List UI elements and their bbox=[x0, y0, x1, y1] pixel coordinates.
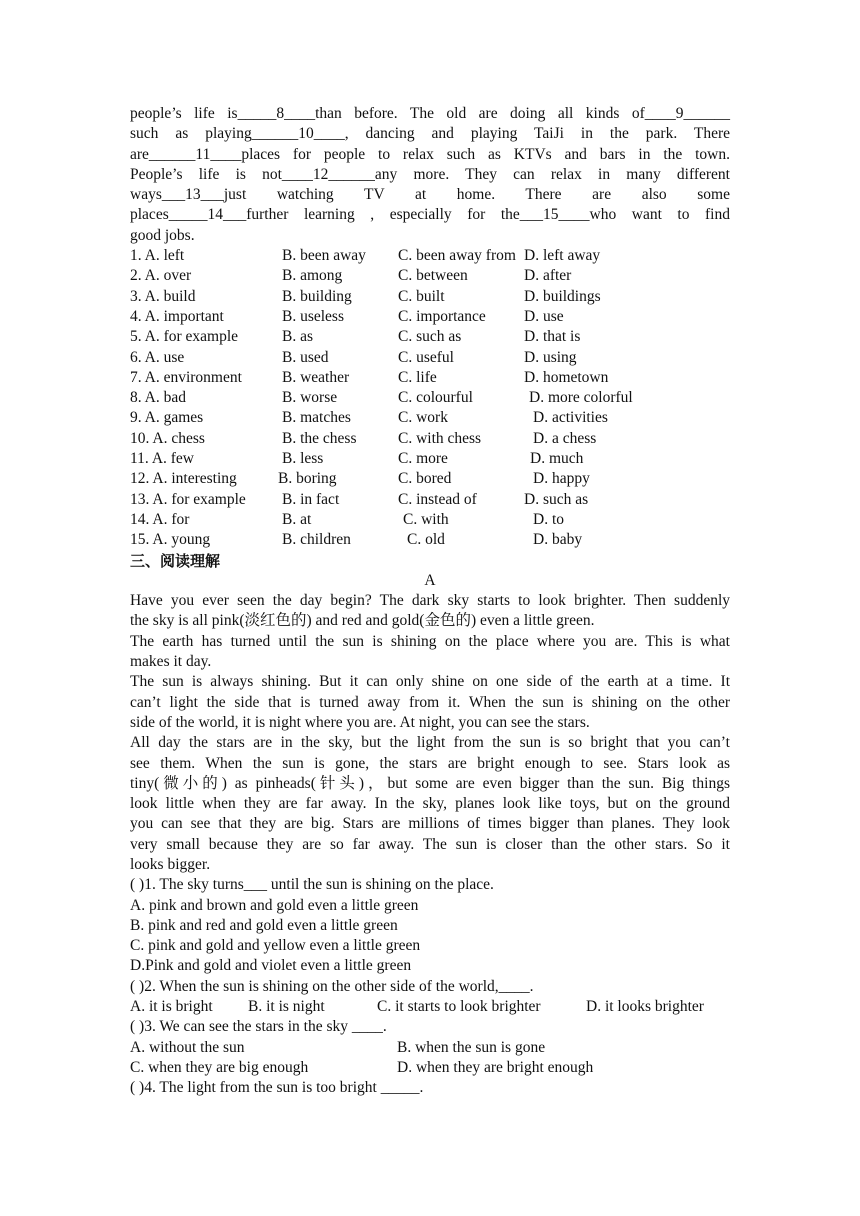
question-3-option: D. when they are bright enough bbox=[397, 1058, 594, 1076]
passage-line: The earth has turned until the sun is shining on the place where you are. This is what bbox=[130, 632, 730, 650]
question-1-option: B. pink and red and gold even a little green bbox=[130, 916, 398, 934]
cloze-option: D. such as bbox=[524, 490, 589, 508]
passage-line: very small because they are so far away. The sun is closer than the other stars. So it bbox=[130, 835, 730, 853]
cloze-line: People’s life is not____12______any more. They can relax in many different bbox=[130, 165, 730, 183]
cloze-option: D. hometown bbox=[524, 368, 609, 386]
cloze-option: D. activities bbox=[533, 409, 608, 427]
cloze-line: are______11____places for people to relax such as KTVs and bars in the town. bbox=[130, 145, 730, 163]
cloze-options bbox=[130, 246, 730, 550]
cloze-option: 8. A. bad bbox=[130, 389, 186, 407]
cloze-option-row bbox=[130, 469, 730, 489]
question-3-option: B. when the sun is gone bbox=[397, 1038, 546, 1056]
question-3-options bbox=[130, 1058, 730, 1078]
cloze-option-row bbox=[130, 388, 730, 408]
passage-line: looks bigger. bbox=[130, 855, 211, 873]
cloze-option: 1. A. left bbox=[130, 247, 185, 265]
passage-line: look little when they are far away. In the sky, planes look like toys, but on the ground bbox=[130, 795, 730, 813]
question-3-option: A. without the sun bbox=[130, 1038, 245, 1056]
cloze-option: 13. A. for example bbox=[130, 490, 246, 508]
passage-line: the sky is all pink(淡红色的) and red and gold(金色的) even a little green. bbox=[130, 612, 595, 630]
cloze-option: C. bored bbox=[398, 470, 452, 488]
cloze-option: D. happy bbox=[533, 470, 590, 488]
cloze-option: B. weather bbox=[282, 368, 350, 386]
cloze-option: 11. A. few bbox=[130, 450, 194, 468]
cloze-passage bbox=[130, 104, 730, 246]
cloze-option: C. life bbox=[398, 368, 437, 386]
cloze-option: C. more bbox=[398, 450, 448, 468]
cloze-line: places_____14___further learning , especially for the___15____who want to find bbox=[130, 206, 730, 224]
question-3: ( )3. We can see the stars in the sky ____. bbox=[130, 1018, 387, 1036]
cloze-option: 7. A. environment bbox=[130, 368, 242, 386]
passage-line: can’t light the side that is turned away from it. When the sun is shining on the other bbox=[130, 693, 730, 711]
cloze-option-row bbox=[130, 490, 730, 510]
cloze-option: B. in fact bbox=[282, 490, 340, 508]
cloze-option: 4. A. important bbox=[130, 307, 224, 325]
cloze-option-row bbox=[130, 327, 730, 347]
cloze-option: C. such as bbox=[398, 328, 462, 346]
cloze-option: D. a chess bbox=[533, 429, 597, 447]
cloze-option: B. among bbox=[282, 267, 343, 285]
cloze-option: B. less bbox=[282, 450, 324, 468]
cloze-option: C. been away from bbox=[398, 247, 516, 265]
cloze-option: D. after bbox=[524, 267, 572, 285]
cloze-option: C. importance bbox=[398, 307, 486, 325]
question-1-option: C. pink and gold and yellow even a little green bbox=[130, 937, 421, 955]
cloze-option: B. been away bbox=[282, 247, 366, 265]
cloze-option-row bbox=[130, 368, 730, 388]
cloze-option: B. boring bbox=[278, 470, 337, 488]
question-2-option: B. it is night bbox=[248, 998, 325, 1016]
passage-line: side of the world, it is night where you are. At night, you can see the stars. bbox=[130, 713, 590, 731]
cloze-option: 15. A. young bbox=[130, 531, 211, 549]
cloze-option-row bbox=[130, 348, 730, 368]
cloze-option: D. baby bbox=[533, 531, 583, 549]
question-2-options bbox=[130, 997, 730, 1017]
question-3-option: C. when they are big enough bbox=[130, 1058, 309, 1076]
question-2-option: C. it starts to look brighter bbox=[377, 998, 541, 1016]
cloze-line: people’s life is_____8____than before. The old are doing all kinds of____9______ bbox=[130, 105, 730, 122]
cloze-option-row bbox=[130, 287, 730, 307]
cloze-option-row bbox=[130, 449, 730, 469]
cloze-option: D. much bbox=[530, 450, 584, 468]
cloze-option: D. to bbox=[533, 510, 564, 528]
cloze-option: B. worse bbox=[282, 389, 338, 407]
cloze-option: 6. A. use bbox=[130, 348, 185, 366]
cloze-option-row bbox=[130, 408, 730, 428]
cloze-line: good jobs. bbox=[130, 226, 195, 244]
passage-label: A bbox=[424, 571, 436, 589]
cloze-option: D. left away bbox=[524, 247, 601, 265]
cloze-option: 10. A. chess bbox=[130, 429, 205, 447]
cloze-option-row bbox=[130, 266, 730, 286]
question-4: ( )4. The light from the sun is too bright _____. bbox=[130, 1079, 424, 1097]
cloze-option: C. instead of bbox=[398, 490, 477, 508]
question-1-option: A. pink and brown and gold even a little green bbox=[130, 896, 419, 914]
cloze-line: ways___13___just watching TV at home. There are also some bbox=[130, 186, 730, 204]
document-page bbox=[130, 104, 730, 1099]
cloze-option-row bbox=[130, 246, 730, 266]
cloze-option: 3. A. build bbox=[130, 287, 196, 305]
cloze-option: 2. A. over bbox=[130, 267, 192, 285]
cloze-option: B. building bbox=[282, 287, 352, 305]
cloze-option: C. old bbox=[407, 531, 445, 549]
cloze-option: 5. A. for example bbox=[130, 328, 239, 346]
cloze-option-row bbox=[130, 510, 730, 530]
passage-line: tiny(微小的) as pinheads(针头)，but some are even bigger than the sun. Big things bbox=[130, 774, 730, 792]
comprehension-questions bbox=[130, 875, 730, 1098]
cloze-option: 12. A. interesting bbox=[130, 470, 237, 488]
cloze-option: D. use bbox=[524, 307, 564, 325]
cloze-option: 9. A. games bbox=[130, 409, 204, 427]
cloze-option: B. at bbox=[282, 510, 312, 528]
cloze-option: C. between bbox=[398, 267, 468, 285]
cloze-option-row bbox=[130, 429, 730, 449]
passage-line: see them. When the sun is gone, the stars are bright enough to see. Stars look as bbox=[130, 754, 730, 772]
cloze-option: D. more colorful bbox=[529, 389, 633, 407]
passage-line: The sun is always shining. But it can only shine on one side of the earth at a time. It bbox=[130, 673, 730, 691]
cloze-option: B. matches bbox=[282, 409, 351, 427]
cloze-option: B. as bbox=[282, 328, 313, 346]
passage-line: All day the stars are in the sky, but the light from the sun is so bright that you can’t bbox=[130, 734, 730, 752]
question-2-option: D. it looks brighter bbox=[586, 998, 704, 1016]
question-2: ( )2. When the sun is shining on the other side of the world,____. bbox=[130, 977, 534, 995]
cloze-option: C. useful bbox=[398, 348, 454, 366]
cloze-option: C. with bbox=[403, 510, 449, 528]
passage-line: Have you ever seen the day begin? The dark sky starts to look brighter. Then suddenly bbox=[130, 592, 730, 610]
cloze-option: D. buildings bbox=[524, 287, 601, 305]
cloze-option-row bbox=[130, 530, 730, 550]
cloze-option: 14. A. for bbox=[130, 510, 190, 528]
cloze-option: C. with chess bbox=[398, 429, 482, 447]
cloze-option: B. the chess bbox=[282, 429, 357, 447]
passage-line: you can see that they are big. Stars are millions of times bigger than planes. They look bbox=[130, 815, 730, 833]
cloze-option: D. using bbox=[524, 348, 577, 366]
cloze-line: such as playing______10____, dancing and playing TaiJi in the park. There bbox=[130, 125, 730, 143]
passage-a bbox=[130, 591, 730, 875]
cloze-option: B. used bbox=[282, 348, 329, 366]
question-3-options bbox=[130, 1038, 730, 1058]
question-1-option: D.Pink and gold and violet even a little green bbox=[130, 957, 412, 975]
cloze-option: C. colourful bbox=[398, 389, 473, 407]
cloze-option: D. that is bbox=[524, 328, 581, 346]
cloze-option: C. built bbox=[398, 287, 445, 305]
section-heading: 三、阅读理解 bbox=[130, 551, 221, 570]
question-1: ( )1. The sky turns___ until the sun is shining on the place. bbox=[130, 876, 494, 894]
cloze-option: B. children bbox=[282, 531, 351, 549]
cloze-option: B. useless bbox=[282, 307, 344, 325]
passage-line: makes it day. bbox=[130, 653, 212, 671]
question-2-option: A. it is bright bbox=[130, 998, 213, 1016]
cloze-option-row bbox=[130, 307, 730, 327]
cloze-option: C. work bbox=[398, 409, 448, 427]
